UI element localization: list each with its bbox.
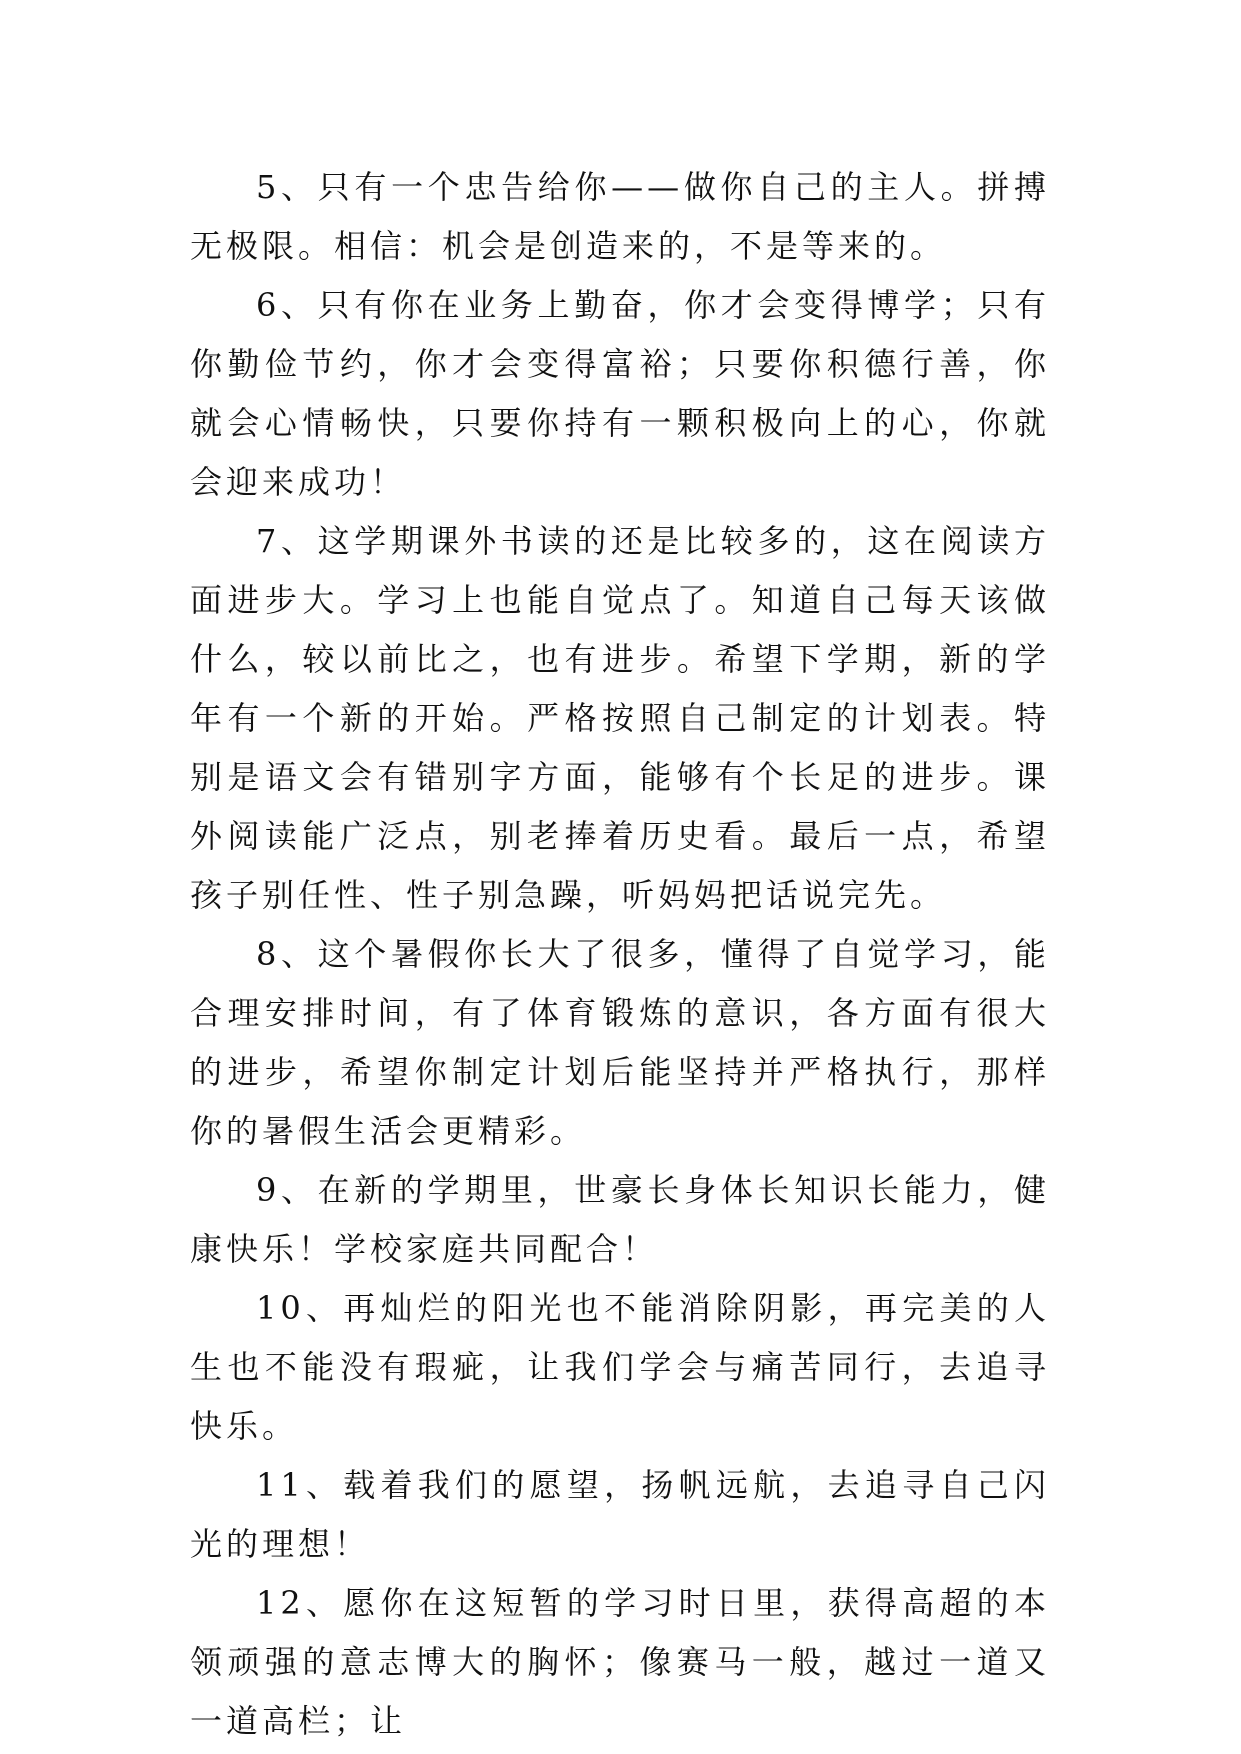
paragraph-11: 11、载着我们的愿望，扬帆远航，去追寻自己闪光的理想！ bbox=[190, 1466, 1050, 1563]
paragraph-12: 12、愿你在这短暂的学习时日里，获得高超的本领顽强的意志博大的胸怀；像赛马一般，越过一道又一道高栏；让 bbox=[190, 1584, 1050, 1740]
paragraph-6: 6、只有你在业务上勤奋，你才会变得博学；只有你勤俭节约，你才会变得富裕；只要你积德行善，你就会心情畅快，只要你持有一颗积极向上的心，你就会迎来成功！ bbox=[190, 286, 1050, 501]
paragraph-9: 9、在新的学期里，世豪长身体长知识长能力，健康快乐！学校家庭共同配合！ bbox=[190, 1171, 1050, 1268]
paragraph-10: 10、再灿烂的阳光也不能消除阴影，再完美的人生也不能没有瑕疵，让我们学会与痛苦同行，去追寻快乐。 bbox=[190, 1289, 1050, 1445]
paragraph-8: 8、这个暑假你长大了很多，懂得了自觉学习，能合理安排时间，有了体育锻炼的意识，各方面有很大的进步，希望你制定计划后能坚持并严格执行，那样你的暑假生活会更精彩。 bbox=[190, 935, 1050, 1150]
paragraph-7: 7、这学期课外书读的还是比较多的，这在阅读方面进步大。学习上也能自觉点了。知道自己每天该做什么，较以前比之，也有进步。希望下学期，新的学年有一个新的开始。严格按照自己制定的计划表。特别是语文会有错别字方面，能够有个长足的进步。课外阅读能广泛点，别老捧着历史看。最后一点，希望孩子别任性、性子别急躁，听妈妈把话说完先。 bbox=[190, 522, 1050, 914]
document-body bbox=[190, 158, 1050, 1751]
paragraph-5: 5、只有一个忠告给你——做你自己的主人。拼搏无极限。相信：机会是创造来的，不是等来的。 bbox=[190, 168, 1050, 265]
